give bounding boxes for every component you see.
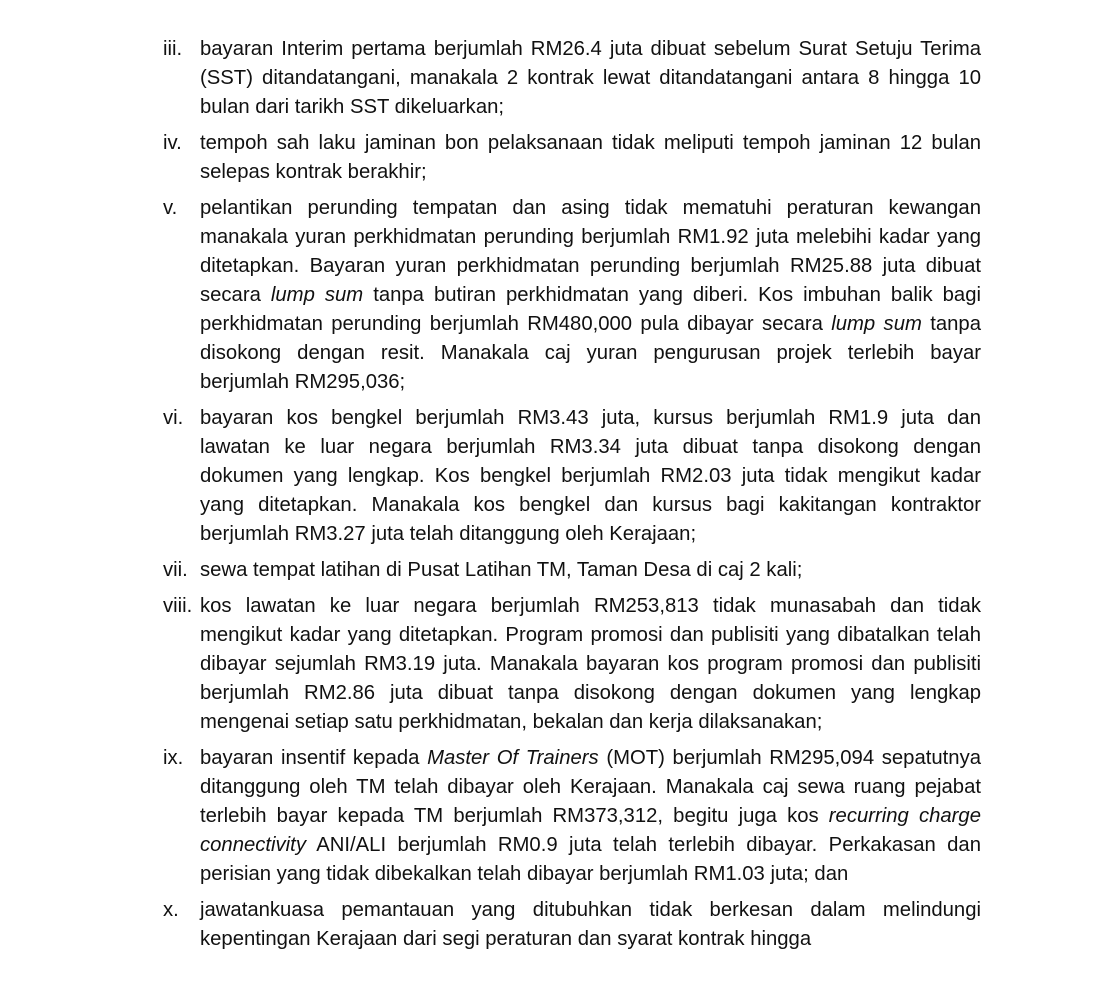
item-numeral: vii. xyxy=(163,559,188,581)
list-item xyxy=(163,896,981,954)
finding-list xyxy=(163,35,981,961)
item-numeral: ix. xyxy=(163,747,184,769)
text-segment: tempoh sah laku jaminan bon pelaksanaan tidak meliputi tempoh jaminan 12 bulan selepas kontrak berakhir; xyxy=(200,132,981,183)
list-item xyxy=(163,592,981,737)
text-segment: tanpa butiran perkhidmatan yang diberi. Kos imbuhan balik bagi perkhidmatan perunding berjumlah RM480,000 pula dibayar secara xyxy=(200,284,981,335)
text-segment: bayaran Interim pertama berjumlah RM26.4 juta dibuat sebelum Surat Setuju Terima (SST) ditandatangani, manakala 2 kontrak lewat ditandatangani antara 8 hingga 10 bulan dari tarikh SST dikeluarkan; xyxy=(200,38,981,118)
italic-term: lump sum xyxy=(270,284,364,306)
text-segment: bayaran kos bengkel berjumlah RM3.43 juta, kursus berjumlah RM1.9 juta dan lawatan ke luar negara berjumlah RM3.34 juta dibuat tanpa disokong dengan dokumen yang lengkap. Kos bengkel berjumlah RM2.03 juta tidak mengikut kadar yang ditetapkan. Manakala kos bengkel dan kursus bagi kakitangan kontraktor berjumlah RM3.27 juta telah ditanggung oleh Kerajaan; xyxy=(200,407,981,545)
list-item xyxy=(163,194,981,397)
text-segment: sewa tempat latihan di Pusat Latihan TM, Taman Desa di caj 2 kali; xyxy=(200,559,803,581)
item-numeral: viii. xyxy=(163,595,193,617)
italic-term: lump sum xyxy=(831,313,922,335)
italic-term: recurring charge connectivity xyxy=(200,805,981,856)
text-segment: (MOT) berjumlah RM295,094 sepatutnya ditanggung oleh TM telah dibayar oleh Kerajaan. Manakala caj sewa ruang pejabat terlebih bayar kepada TM berjumlah RM373,312, begitu juga kos xyxy=(200,747,981,827)
list-item xyxy=(163,744,981,889)
text-segment: pelantikan perunding tempatan dan asing tidak mematuhi peraturan kewangan manakala yuran perkhidmatan perunding berjumlah RM1.92 juta melebihi kadar yang ditetapkan. Bayaran yuran perkhidmatan perunding berjumlah RM25.88 juta dibuat secara xyxy=(200,197,981,306)
text-segment: jawatankuasa pemantauan yang ditubuhkan tidak berkesan dalam melindungi kepentingan Kerajaan dari segi peraturan dan syarat kontrak hingga xyxy=(200,899,981,950)
list-item xyxy=(163,404,981,549)
item-text xyxy=(200,194,981,397)
item-numeral: iii. xyxy=(163,38,183,60)
item-text xyxy=(200,592,981,737)
item-text xyxy=(200,744,981,889)
list-item xyxy=(163,129,981,187)
text-segment: bayaran insentif kepada xyxy=(200,747,428,769)
item-text xyxy=(200,404,981,549)
text-segment: ANI/ALI berjumlah RM0.9 juta telah terlebih dibayar. Perkakasan dan perisian yang tidak dibekalkan telah dibayar berjumlah RM1.03 juta; dan xyxy=(200,834,981,885)
italic-term: Master Of Trainers xyxy=(427,747,599,769)
item-text xyxy=(200,896,981,954)
item-text xyxy=(200,129,981,187)
item-text xyxy=(200,35,981,122)
list-item xyxy=(163,556,981,585)
item-text xyxy=(200,556,981,585)
text-segment: tanpa disokong dengan resit. Manakala caj yuran pengurusan projek terlebih bayar berjumlah RM295,036; xyxy=(200,313,981,393)
item-numeral: v. xyxy=(163,197,178,219)
list-item xyxy=(163,35,981,122)
item-numeral: iv. xyxy=(163,132,182,154)
item-numeral: vi. xyxy=(163,407,184,429)
text-segment: kos lawatan ke luar negara berjumlah RM253,813 tidak munasabah dan tidak mengikut kadar yang ditetapkan. Program promosi dan publisiti yang dibatalkan telah dibayar sejumlah RM3.19 juta. Manakala bayaran kos program promosi dan publisiti berjumlah RM2.86 juta dibuat tanpa disokong dengan dokumen yang lengkap mengenai setiap satu perkhidmatan, bekalan dan kerja dilaksanakan; xyxy=(200,595,981,733)
item-numeral: x. xyxy=(163,899,179,921)
